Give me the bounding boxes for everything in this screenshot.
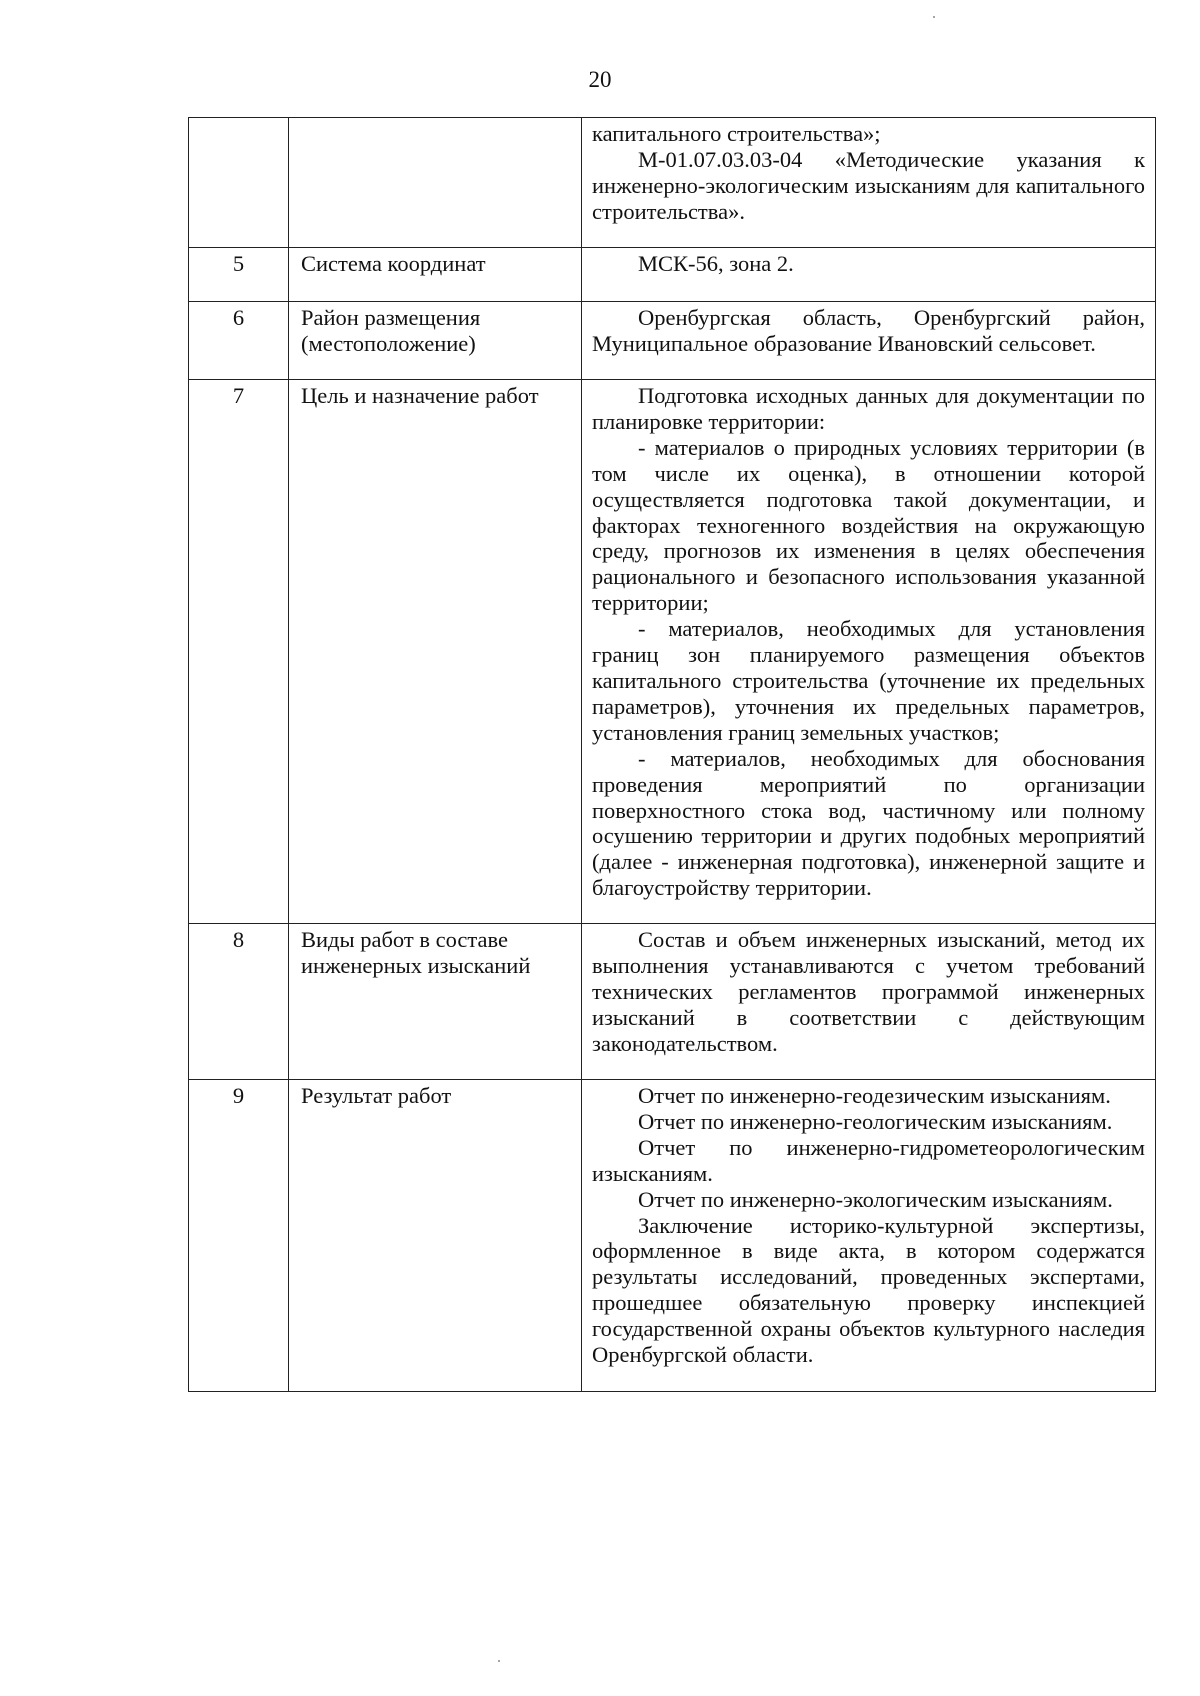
row-value	[582, 380, 1156, 924]
row-name: Система координат	[289, 248, 582, 302]
row-value	[582, 248, 1156, 302]
scan-speck	[933, 16, 935, 18]
value-paragraph: - материалов о природных условиях территории (в том числе их оценка), в отношении которой осуществляется подготовка такой документации, и факторах техногенного воздействия на окружающую среду, прогнозов их изменения в целях обеспечения рационального и безопасного использования указанной территории;	[592, 434, 1145, 616]
row-number: 9	[189, 1080, 289, 1392]
value-paragraph: Отчет по инженерно-экологическим изысканиям.	[638, 1186, 1113, 1212]
row-number: 8	[189, 924, 289, 1080]
row-value	[582, 924, 1156, 1080]
page-number: 20	[588, 67, 612, 92]
value-paragraph: МСК-56, зона 2.	[638, 251, 794, 276]
value-paragraph: Заключение историко-культурной экспертизы, оформленное в виде акта, в котором содержатся результаты исследований, проведенных экспертами, прошедшее обязательную проверку инспекцией государственной охраны объектов культурного наследия Оренбургской области.	[592, 1212, 1145, 1368]
row-number: 7	[189, 380, 289, 924]
value-paragraph: Отчет по инженерно-геологическим изысканиям.	[638, 1108, 1113, 1134]
value-paragraph: - материалов, необходимых для обоснования проведения мероприятий по организации поверхностного стока вод, частичному или полному осушению территории и других подобных мероприятий (далее - инженерная подготовка), инженерной защите и благоустройству территории.	[592, 745, 1145, 901]
row-name	[289, 118, 582, 248]
value-paragraph: Состав и объем инженерных изысканий, метод их выполнения устанавливаются с учетом требований технических регламентов программой инженерных изысканий в соответствии с действующим законодательством.	[592, 927, 1145, 1056]
row-number: 6	[189, 302, 289, 380]
value-paragraph: Отчет по инженерно-гидрометеорологическим изысканиям.	[592, 1134, 1145, 1186]
value-paragraph: Оренбургская область, Оренбургский район, Муниципальное образование Ивановский сельсовет.	[592, 305, 1145, 356]
row-value	[582, 1080, 1156, 1392]
row-name: Виды работ в составе инженерных изысканий	[289, 924, 582, 1080]
scan-speck	[498, 1660, 500, 1662]
row-name: Цель и назначение работ	[289, 380, 582, 924]
row-name: Район размещения (местоположение)	[289, 302, 582, 380]
value-paragraph: Отчет по инженерно-геодезическим изысканиям.	[638, 1083, 1111, 1108]
table-row-6	[189, 302, 1156, 380]
value-paragraph: капитального строительства»;	[592, 121, 881, 146]
table-row-continuation	[189, 118, 1156, 248]
row-number	[189, 118, 289, 248]
table-row-9	[189, 1080, 1156, 1392]
table-row-7	[189, 380, 1156, 924]
value-paragraph: М-01.07.03.03-04 «Методические указания к инженерно-экологическим изысканиям для капитального строительства».	[592, 146, 1145, 224]
row-value	[582, 118, 1156, 248]
row-number: 5	[189, 248, 289, 302]
table-row-8	[189, 924, 1156, 1080]
table-row-5	[189, 248, 1156, 302]
row-value	[582, 302, 1156, 380]
value-paragraph: Подготовка исходных данных для документации по планировке территории:	[592, 383, 1145, 434]
row-name: Результат работ	[289, 1080, 582, 1392]
value-paragraph: - материалов, необходимых для установления границ зон планируемого размещения объектов капитального строительства (уточнение их предельных параметров), уточнения их предельных параметров, установления границ земельных участков;	[592, 616, 1145, 745]
specification-table	[188, 117, 1156, 1392]
